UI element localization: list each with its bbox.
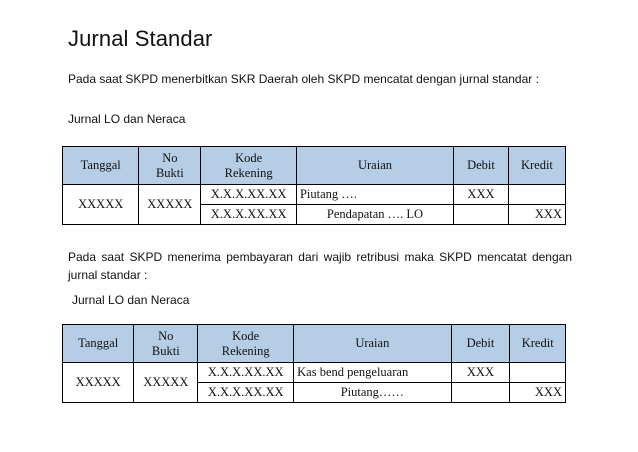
header-rekening: Rekening bbox=[221, 343, 270, 358]
cell-kredit bbox=[510, 363, 566, 383]
journal-table-2 bbox=[62, 324, 566, 403]
cell-kredit bbox=[508, 185, 565, 205]
table-row bbox=[63, 363, 566, 383]
table-header-row bbox=[63, 147, 566, 185]
cell-debit: XXX bbox=[451, 363, 510, 383]
cell-tanggal: XXXXX bbox=[63, 185, 139, 225]
cell-kode: X.X.X.XX.XX bbox=[201, 205, 297, 225]
page-title: Jurnal Standar bbox=[68, 26, 213, 51]
header-uraian: Uraian bbox=[294, 325, 451, 363]
cell-kode: X.X.X.XX.XX bbox=[198, 363, 294, 383]
header-kredit: Kredit bbox=[510, 325, 566, 363]
cell-debit: XXX bbox=[454, 185, 509, 205]
cell-no-bukti: XXXXX bbox=[134, 363, 198, 403]
cell-kredit: XXX bbox=[510, 383, 566, 403]
cell-debit bbox=[451, 383, 510, 403]
header-no: No bbox=[158, 328, 174, 343]
journal-table-1 bbox=[62, 146, 566, 225]
cell-debit bbox=[454, 205, 509, 225]
header-no-bukti bbox=[134, 325, 198, 363]
header-kode: Kode bbox=[232, 328, 260, 343]
table-row bbox=[63, 185, 566, 205]
header-kredit: Kredit bbox=[508, 147, 565, 185]
table-header-row bbox=[63, 325, 566, 363]
header-tanggal: Tanggal bbox=[63, 147, 139, 185]
subtitle-1: Jurnal LO dan Neraca bbox=[68, 112, 186, 126]
header-rekening: Rekening bbox=[224, 165, 273, 180]
cell-kredit: XXX bbox=[508, 205, 565, 225]
intro-text-2: Pada saat SKPD menerima pembayaran dari wajib retribusi maka SKPD mencatat dengan jurnal standar : bbox=[68, 250, 572, 282]
header-bukti: Bukti bbox=[151, 343, 180, 358]
cell-uraian: Piutang…… bbox=[294, 383, 451, 403]
header-no: No bbox=[162, 150, 178, 165]
cell-kode: X.X.X.XX.XX bbox=[198, 383, 294, 403]
header-no-bukti bbox=[139, 147, 201, 185]
header-tanggal: Tanggal bbox=[63, 325, 134, 363]
subtitle-2: Jurnal LO dan Neraca bbox=[72, 293, 190, 307]
header-kode-rekening bbox=[198, 325, 294, 363]
header-bukti: Bukti bbox=[155, 165, 184, 180]
cell-uraian: Kas bend pengeluaran bbox=[294, 363, 451, 383]
header-kode: Kode bbox=[235, 150, 263, 165]
header-kode-rekening bbox=[201, 147, 297, 185]
cell-tanggal: XXXXX bbox=[63, 363, 134, 403]
cell-uraian: Piutang …. bbox=[296, 185, 453, 205]
header-debit: Debit bbox=[454, 147, 509, 185]
cell-no-bukti: XXXXX bbox=[139, 185, 201, 225]
intro-text-1: Pada saat SKPD menerbitkan SKR Daerah oleh SKPD mencatat dengan jurnal standar : bbox=[68, 72, 539, 86]
header-uraian: Uraian bbox=[296, 147, 453, 185]
cell-kode: X.X.X.XX.XX bbox=[201, 185, 297, 205]
cell-uraian: Pendapatan …. LO bbox=[296, 205, 453, 225]
header-debit: Debit bbox=[451, 325, 510, 363]
